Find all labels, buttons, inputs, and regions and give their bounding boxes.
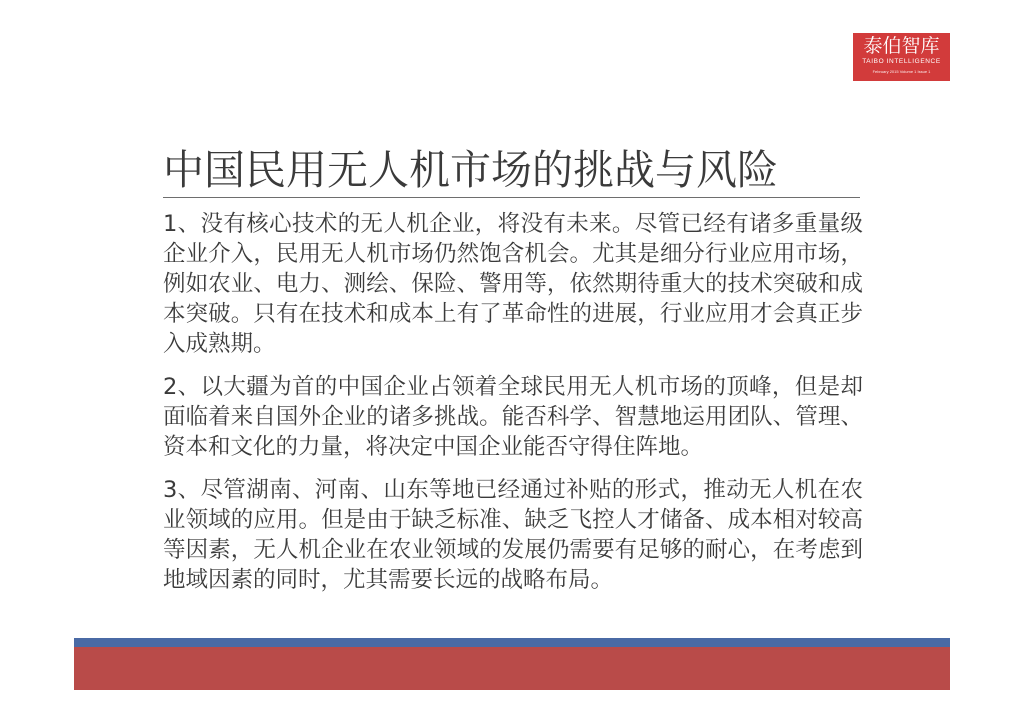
page-title: 中国民用无人机市场的挑战与风险 [163, 146, 778, 194]
body-content [163, 209, 863, 608]
logo-english-name: TAIBO INTELLIGENCE [862, 58, 941, 65]
logo-chinese-name: 泰伯智库 [863, 35, 940, 57]
logo-issue-line: February 2015 Volume 1 Issue 1 [872, 69, 931, 74]
paragraph-1: 1、没有核心技术的无人机企业，将没有未来。尽管已经有诸多重量级企业介入，民用无人机市场仍然饱含机会。尤其是细分行业应用市场，例如农业、电力、测绘、保险、警用等，依然期待重大的技术突破和成本突破。只有在技术和成本上有了革命性的进展，行业应用才会真正步入成熟期。 [163, 211, 863, 357]
brand-logo [853, 33, 950, 81]
paragraph-2: 2、以大疆为首的中国企业占领着全球民用无人机市场的顶峰，但是却面临着来自国外企业的诸多挑战。能否科学、智慧地运用团队、管理、资本和文化的力量，将决定中国企业能否守得住阵地。 [163, 374, 863, 460]
footer-band [74, 638, 950, 690]
paragraph-3: 3、尽管湖南、河南、山东等地已经通过补贴的形式，推动无人机在农业领域的应用。但是由于缺乏标准、缺乏飞控人才储备、成本相对较高等因素，无人机企业在农业领域的发展仍需要有足够的耐心，在考虑到地域因素的同时，尤其需要长远的战略布局。 [163, 477, 863, 593]
title-divider [163, 197, 860, 198]
footer-red-stripe [74, 647, 950, 690]
footer-blue-stripe [74, 638, 950, 647]
